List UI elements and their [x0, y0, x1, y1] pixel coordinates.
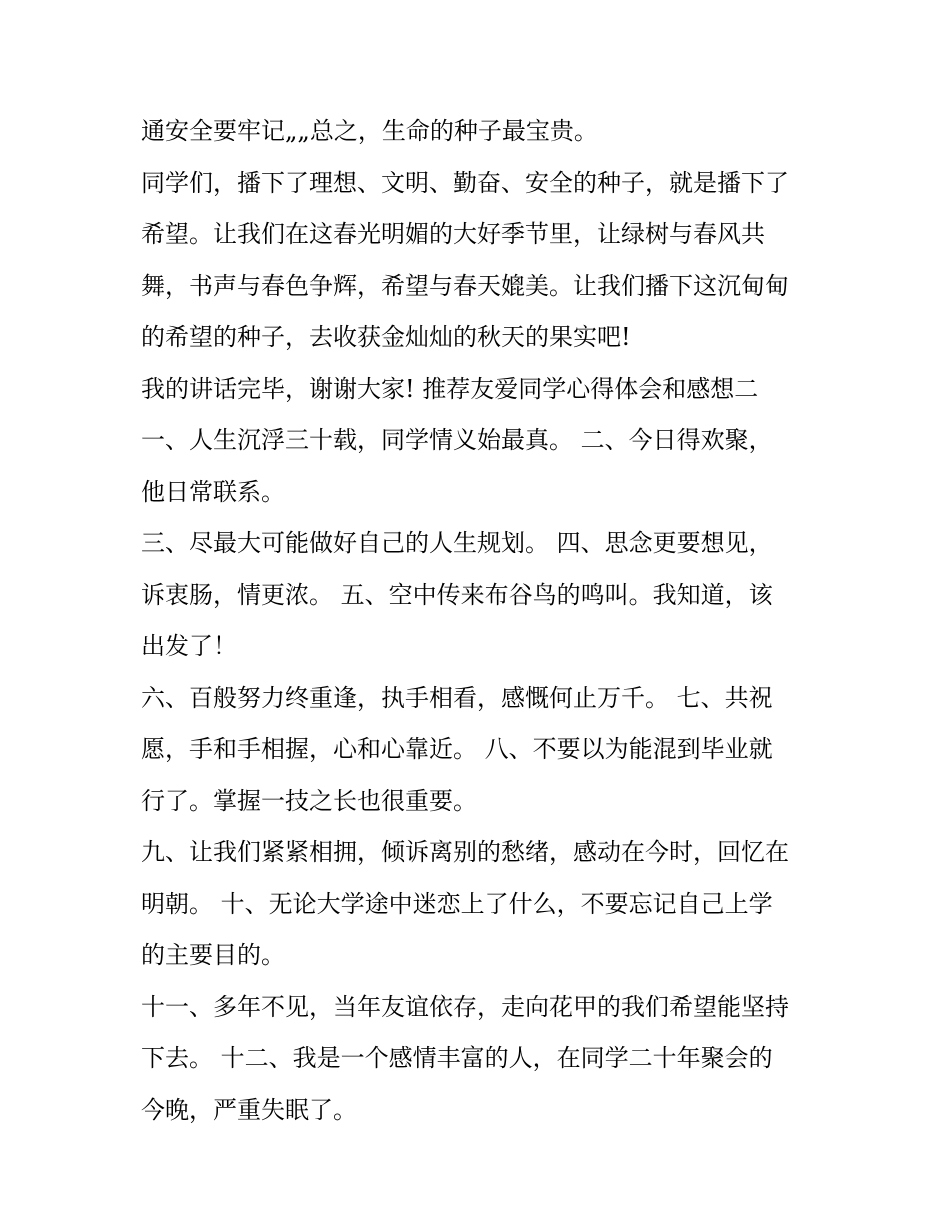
- text-line: 六、百般努力终重逢，执手相看，感慨何止万千。 七、共祝: [141, 683, 773, 712]
- text-line: 出发了！: [141, 632, 237, 660]
- text-line: 的希望的种子，去收获金灿灿的秋天的果实吧!: [141, 323, 631, 351]
- text-line: 行了。掌握一技之长也很重要。: [141, 786, 477, 815]
- body-text: [141, 106, 831, 1136]
- text-line: 同学们，播下了理想、文明、勤奋、安全的种子，就是播下了: [141, 168, 789, 197]
- text-line: 三、尽最大可能做好自己的人生规划。 四、思念更要想见，: [141, 529, 773, 557]
- text-line: 九、让我们紧紧相拥，倾诉离别的愁绪，感动在今时，回忆在: [141, 838, 789, 866]
- text-line: 我的讲话完毕，谢谢大家! 推荐友爱同学心得体会和感想二: [141, 374, 759, 403]
- text-line: 舞，书声与春色争辉，希望与春天媲美。让我们播下这沉甸甸: [141, 271, 789, 300]
- text-line: 希望。让我们在这春光明媚的大好季节里，让绿树与春风共: [141, 220, 765, 248]
- text-line: 愿，手和手相握，心和心靠近。 八、不要以为能混到毕业就: [141, 735, 773, 763]
- text-line: 下去。 十二、我是一个感情丰富的人，在同学二十年聚会的: [141, 1044, 773, 1072]
- text-line: 今晚，严重失眠了。: [141, 1095, 357, 1124]
- text-line: 通安全要牢记„„总之，生命的种子最宝贵。: [141, 117, 598, 145]
- text-line: 十一、多年不见，当年友谊依存，走向花甲的我们希望能坚持: [141, 992, 789, 1021]
- text-line: 明朝。 十、无论大学途中迷恋上了什么，不要忘记自己上学: [141, 889, 773, 918]
- text-line: 一、人生沉浮三十载，同学情义始最真。 二、今日得欢聚，: [141, 426, 773, 454]
- text-line: 他日常联系。: [141, 477, 285, 506]
- text-line: 的主要目的。: [141, 941, 285, 969]
- text-line: 诉衷肠，情更浓。 五、空中传来布谷鸟的鸣叫。我知道，该: [141, 580, 773, 609]
